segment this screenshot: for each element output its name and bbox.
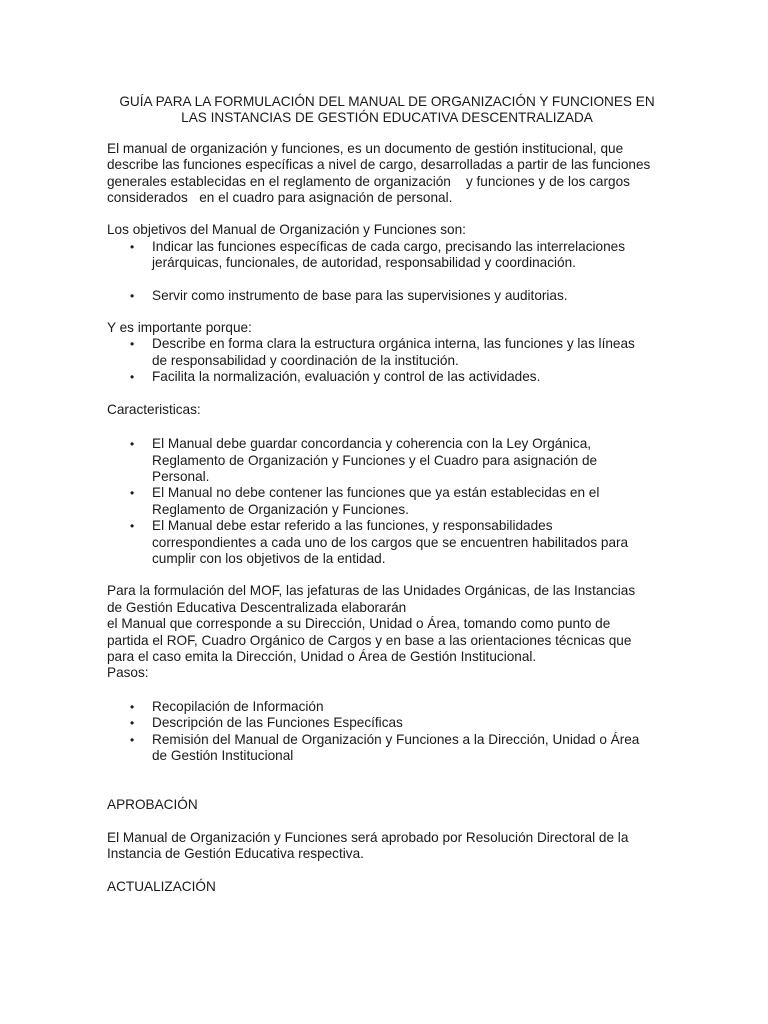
text-line: El Manual no debe contener las funciones que ya están establecidas en el — [152, 485, 600, 501]
bullet-icon: • — [130, 699, 135, 714]
text-line: generales establecidas en el reglamento de organización y funciones y de los cargos — [107, 173, 630, 189]
list-item — [107, 436, 667, 485]
aprobacion-paragraph — [107, 830, 667, 863]
title-line: LAS INSTANCIAS DE GESTIÓN EDUCATIVA DESCENTRALIZADA — [181, 110, 593, 126]
bullet-icon: • — [130, 519, 135, 534]
text-line: El Manual debe estar referido a las funciones, y responsabilidades — [152, 518, 553, 534]
bullet-icon: • — [130, 732, 135, 747]
pasos-heading: Pasos: — [107, 665, 149, 681]
list-item — [107, 336, 667, 369]
actualizacion-heading: ACTUALIZACIÓN — [107, 878, 216, 894]
text-line: de responsabilidad y coordinación de la institución. — [152, 352, 459, 368]
text-line: Para la formulación del MOF, las jefaturas de las Unidades Orgánicas, de las Instancias — [107, 583, 636, 599]
text-line: Describe en forma clara la estructura orgánica interna, las funciones y las líneas — [152, 336, 635, 352]
importante-list — [107, 336, 667, 385]
list-item — [107, 732, 667, 765]
text-line: cumplir con los objetivos de la entidad. — [152, 550, 386, 566]
list-item — [107, 369, 667, 385]
list-item — [107, 518, 667, 567]
text-line: Reglamento de Organización y Funciones y el Cuadro para asignación de — [152, 452, 598, 468]
formulacion-paragraph — [107, 583, 667, 681]
aprobacion-heading: APROBACIÓN — [107, 797, 198, 813]
bullet-icon: • — [130, 486, 135, 501]
text-line: Remisión del Manual de Organización y Funciones a la Dirección, Unidad o Área — [152, 731, 640, 747]
text-line: correspondientes a cada uno de los cargos que se encuentren habilitados para — [152, 534, 629, 550]
text-line: el Manual que corresponde a su Dirección, Unidad o Área, tomando como punto de — [107, 616, 611, 632]
text-line: de Gestión Institucional — [152, 748, 294, 763]
text-line: El Manual de Organización y Funciones será aprobado por Resolución Directoral de la — [107, 829, 629, 845]
text-line: considerados en el cuadro para asignación de personal. — [107, 190, 453, 206]
document-title — [107, 94, 667, 127]
text-line: Facilita la normalización, evaluación y control de las actividades. — [152, 369, 541, 385]
pasos-list — [107, 699, 667, 765]
bullet-icon: • — [130, 337, 135, 352]
text-line: Reglamento de Organización y Funciones. — [152, 501, 409, 517]
text-line: El Manual debe guardar concordancia y coherencia con la Ley Orgánica, — [152, 436, 592, 452]
bullet-icon: • — [130, 239, 135, 254]
caracteristicas-list — [107, 436, 667, 567]
text-line: Instancia de Gestión Educativa respectiva. — [107, 846, 364, 862]
bullet-icon: • — [130, 437, 135, 452]
importante-heading: Y es importante porque: — [107, 320, 252, 336]
text-line: describe las funciones específicas a nivel de cargo, desarrolladas a partir de las funciones — [107, 157, 651, 173]
list-item — [107, 699, 667, 715]
text-line: El manual de organización y funciones, es un documento de gestión institucional, que — [107, 140, 624, 156]
text-line: Recopilación de Información — [152, 698, 324, 714]
bullet-icon: • — [130, 370, 135, 385]
text-line: Indicar las funciones específicas de cada cargo, precisando las interrelaciones — [152, 238, 626, 254]
text-line: Descripción de las Funciones Específicas — [152, 715, 403, 731]
text-line: para el caso emita la Dirección, Unidad o Área de Gestión Institucional. — [107, 648, 537, 664]
intro-paragraph — [107, 141, 667, 207]
list-item — [107, 288, 667, 304]
text-line: partida el ROF, Cuadro Orgánico de Cargos y en base a las orientaciones técnicas que — [107, 632, 632, 648]
document-page — [107, 94, 667, 895]
title-line: GUÍA PARA LA FORMULACIÓN DEL MANUAL DE ORGANIZACIÓN Y FUNCIONES EN — [119, 94, 655, 109]
list-item — [107, 485, 667, 518]
list-item — [107, 239, 667, 272]
text-line: Personal. — [152, 468, 210, 484]
text-line: de Gestión Educativa Descentralizada elaborarán — [107, 599, 407, 615]
text-line: Servir como instrumento de base para las supervisiones y auditorias. — [152, 287, 568, 303]
caracteristicas-heading: Caracteristicas: — [107, 401, 201, 417]
bullet-icon: • — [130, 288, 135, 303]
bullet-icon: • — [130, 716, 135, 731]
text-line: jerárquicas, funcionales, de autoridad, responsabilidad y coordinación. — [152, 255, 576, 271]
objetivos-heading: Los objetivos del Manual de Organización y Funciones son: — [107, 222, 466, 238]
list-item — [107, 715, 667, 731]
objetivos-list — [107, 239, 667, 304]
